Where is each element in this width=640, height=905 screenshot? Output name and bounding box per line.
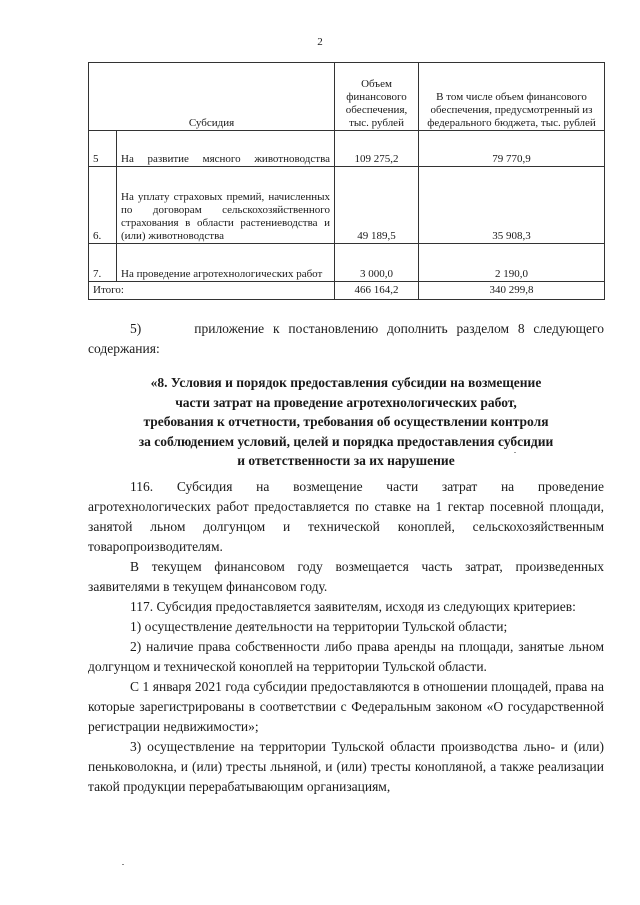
table-row <box>89 244 605 282</box>
paragraph: В текущем финансовом году возмещается часть затрат, произведенных заявителями в текущем финансовом году. <box>88 559 604 594</box>
section-heading <box>88 373 604 471</box>
heading-line: требования к отчетности, требования об осуществлении контроля <box>143 414 549 429</box>
row-name: На развитие мясного животноводства <box>117 131 335 167</box>
scan-speck <box>514 452 516 453</box>
criterion-1: 1) осуществление деятельности на территории Тульской области; <box>130 619 508 634</box>
subsidy-table <box>88 62 605 300</box>
total-label: Итого: <box>89 282 335 300</box>
row-index: 6. <box>89 167 117 244</box>
row-total: 109 275,2 <box>335 131 419 167</box>
heading-line: части затрат на проведение агротехнологических работ, <box>175 394 517 410</box>
amendment-paragraph: 5) приложение к постановлению дополнить разделом 8 следующего содержания: <box>88 321 608 356</box>
row-name: На проведение агротехнологических работ <box>117 244 335 282</box>
header-federal-volume: В том числе объем финансового обеспечения, предусмотренный из федерального бюджета, тыс. рублей <box>419 63 605 131</box>
row-federal: 2 190,0 <box>419 244 605 282</box>
row-total: 49 189,5 <box>335 167 419 244</box>
table-total-row <box>89 282 605 300</box>
paragraph: С 1 января 2021 года субсидии предоставляются в отношении площадей, права на которые зарегистрированы в соответствии с Федеральным законом «О государственной регистрации недвижимости»; <box>88 679 604 734</box>
table-header-row <box>89 63 605 131</box>
total-sum: 466 164,2 <box>335 282 419 300</box>
page-number: 2 <box>317 36 323 48</box>
paragraph-117: 117. Субсидия предоставляется заявителям, исходя из следующих критериев: <box>130 599 576 614</box>
row-name: На уплату страховых премий, начисленных по договорам сельскохозяйственного страхования в области растениеводства и (или) животноводства <box>117 167 335 244</box>
table-row <box>89 167 605 244</box>
section-body <box>88 477 608 797</box>
heading-line: за соблюдением условий, целей и порядка предоставления субсидии <box>138 433 554 449</box>
total-federal: 340 299,8 <box>419 282 605 300</box>
row-index: 7. <box>89 244 117 282</box>
criterion-2: 2) наличие права собственности либо права аренды на площади, занятые льном долгунцом и технической коноплей на территории Тульской области. <box>88 639 604 674</box>
criterion-3: 3) осуществление на территории Тульской области производства льно- и (или) пеньковолокна, и (или) тресты льняной, и (или) тресты конопляной, а также реализации такой продукции перерабатывающим организациям, <box>88 739 604 794</box>
row-index: 5 <box>89 131 117 167</box>
row-federal: 35 908,3 <box>419 167 605 244</box>
table-row <box>89 131 605 167</box>
row-federal: 79 770,9 <box>419 131 605 167</box>
header-subsidy: Субсидия <box>89 63 335 131</box>
scan-speck <box>122 864 124 865</box>
heading-line: и ответственности за их нарушение <box>237 453 455 468</box>
paragraph-116: 116. Субсидия на возмещение части затрат на проведение агротехнологических работ предоставляется по ставке на 1 гектар посевной площади, занятой льном долгунцом и технической коноплей, сельскохозяйственным товаропроизводителям. <box>88 479 608 554</box>
header-total-volume: Объем финансового обеспечения, тыс. рублей <box>335 63 419 131</box>
heading-line: «8. Условия и порядок предоставления субсидии на возмещение <box>150 375 542 390</box>
amendment-block <box>88 319 608 359</box>
row-total: 3 000,0 <box>335 244 419 282</box>
